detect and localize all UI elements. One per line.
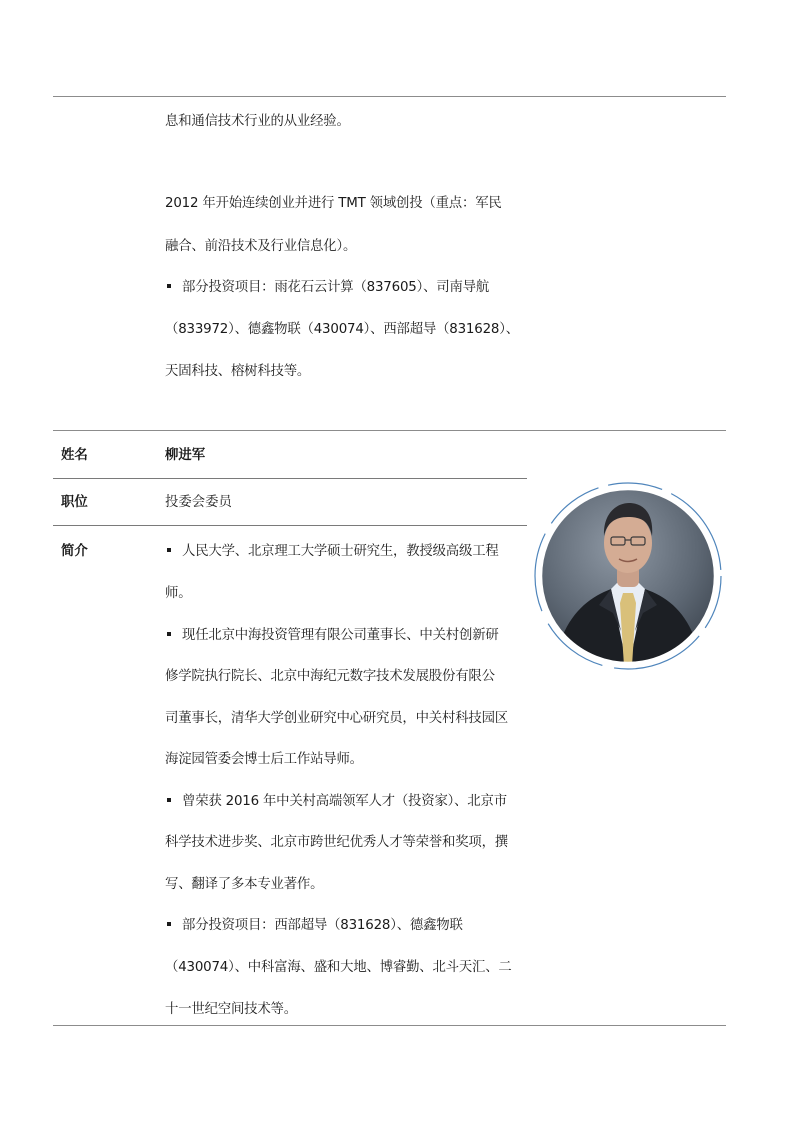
position-value: 投委会委员 xyxy=(165,495,232,510)
bullet-icon xyxy=(167,632,171,636)
table-bottom-rule xyxy=(53,1025,726,1026)
intro-line-2: 2012 年开始连续创业并进行 TMT 领域创投（重点：军民 xyxy=(165,196,502,211)
name-value: 柳进军 xyxy=(165,448,206,463)
header-rule xyxy=(53,96,726,97)
bio-line-8: 科学技术进步奖、北京市跨世纪优秀人才等荣誉和奖项，撰 xyxy=(165,835,508,850)
bullet-icon xyxy=(167,284,171,288)
bullet-icon xyxy=(167,798,171,802)
table-top-rule xyxy=(53,430,726,431)
row-divider-1 xyxy=(53,478,527,479)
bio-line-1-text: 人民大学、北京理工大学硕士研究生，教授级高级工程 xyxy=(182,544,499,559)
bio-line-6: 海淀园管委会博士后工作站导师。 xyxy=(165,752,363,767)
bio-line-4: 修学院执行院长、北京中海纪元数字技术发展股份有限公 xyxy=(165,669,495,684)
bio-line-5: 司董事长，清华大学创业研究中心研究员，中关村科技园区 xyxy=(165,711,508,726)
bio-line-7 xyxy=(165,790,521,809)
intro-line-1: 息和通信技术行业的从业经验。 xyxy=(165,114,350,129)
bio-line-10 xyxy=(165,914,521,933)
bio-label: 简介 xyxy=(61,544,88,559)
intro-line-4 xyxy=(165,276,521,295)
bio-line-11: （430074）、中科富海、盛和大地、博睿勤、北斗天汇、二 xyxy=(165,960,512,975)
name-label: 姓名 xyxy=(61,448,88,463)
intro-line-4-text: 部分投资项目：雨花石云计算（837605）、司南导航 xyxy=(182,280,490,295)
position-label: 职位 xyxy=(61,495,88,510)
bio-line-2: 师。 xyxy=(165,586,192,601)
bio-line-1 xyxy=(165,540,521,559)
intro-line-3: 融合、前沿技术及行业信息化）。 xyxy=(165,239,357,254)
row-divider-2 xyxy=(53,525,527,526)
bio-line-10-text: 部分投资项目：西部超导（831628）、德鑫物联 xyxy=(182,918,463,933)
bio-line-3 xyxy=(165,624,521,643)
portrait-photo xyxy=(533,481,723,671)
bio-line-12: 十一世纪空间技术等。 xyxy=(165,1002,297,1017)
bio-line-7-text: 曾荣获 2016 年中关村高端领军人才（投资家）、北京市 xyxy=(182,794,507,809)
bio-line-3-text: 现任北京中海投资管理有限公司董事长、中关村创新研 xyxy=(182,628,499,643)
bio-line-9: 写、翻译了多本专业著作。 xyxy=(165,877,324,892)
intro-line-5: （833972）、德鑫物联（430074）、西部超导（831628）、 xyxy=(165,322,519,337)
bullet-icon xyxy=(167,922,171,926)
intro-line-6: 天固科技、榕树科技等。 xyxy=(165,364,311,379)
bullet-icon xyxy=(167,548,171,552)
